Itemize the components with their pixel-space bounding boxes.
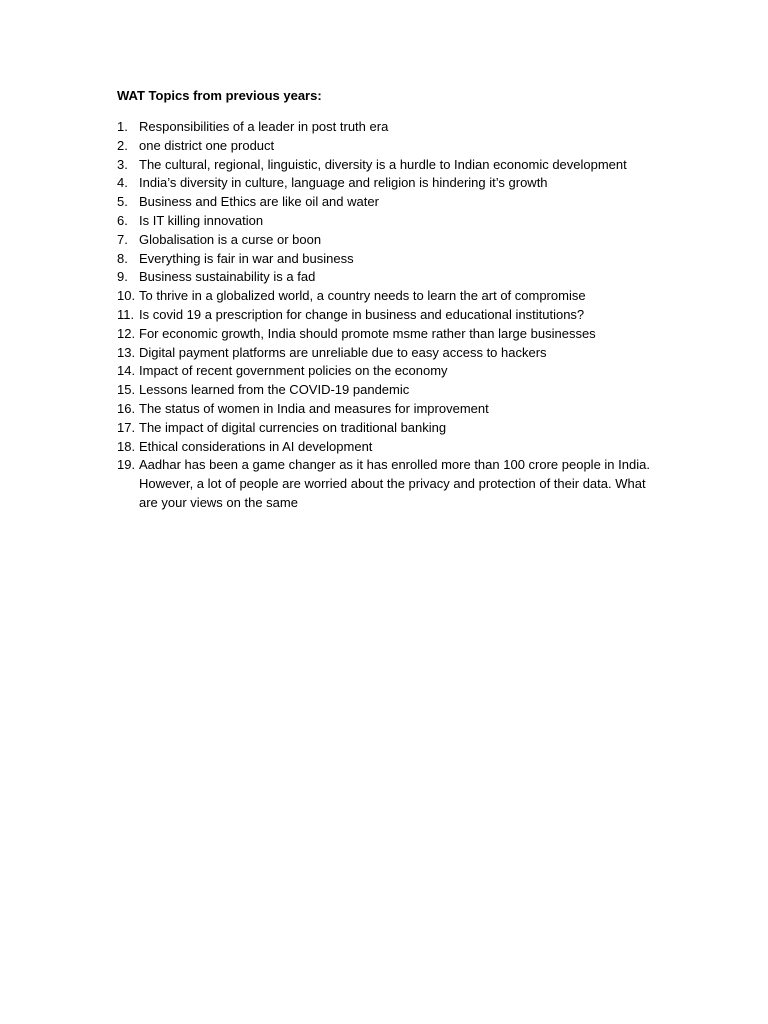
- list-item-number: 17.: [117, 419, 136, 435]
- list-item-text: Ethical considerations in AI development: [139, 438, 373, 454]
- list-item: [117, 231, 662, 250]
- list-item-number: 18.: [117, 438, 136, 454]
- list-item: [117, 287, 662, 306]
- list-item: [117, 381, 662, 400]
- topic-list: [117, 118, 662, 513]
- list-item-number: 9.: [117, 269, 128, 285]
- list-item-number: 1.: [117, 119, 128, 134]
- list-item-text: Lessons learned from the COVID-19 pandemic: [139, 382, 410, 398]
- list-item-number: 4.: [117, 175, 128, 191]
- list-item-number: 8.: [117, 250, 128, 266]
- list-item: [117, 250, 662, 269]
- list-item-text: For economic growth, India should promote msme rather than large businesses: [139, 325, 596, 341]
- list-item-number: 3.: [117, 156, 128, 172]
- list-item-number: 6.: [117, 212, 128, 228]
- list-item-text: Everything is fair in war and business: [139, 250, 354, 266]
- list-item-text: Impact of recent government policies on the economy: [139, 363, 448, 379]
- list-item: [117, 438, 662, 457]
- list-item: [117, 193, 662, 212]
- list-item-number: 19.: [117, 457, 136, 473]
- list-item-text: Is covid 19 a prescription for change in business and educational institutions?: [139, 306, 585, 322]
- list-item: [117, 118, 662, 137]
- list-item: [117, 456, 662, 512]
- list-item-text: Is IT killing innovation: [139, 212, 264, 228]
- list-item: [117, 212, 662, 231]
- list-item-number: 11.: [117, 306, 135, 322]
- list-item-text: Business sustainability is a fad: [139, 269, 316, 285]
- list-item-number: 7.: [117, 231, 128, 247]
- list-item-number: 13.: [117, 344, 136, 360]
- list-item-text: To thrive in a globalized world, a country needs to learn the art of compromise: [139, 288, 586, 304]
- list-item-text: The status of women in India and measures for improvement: [139, 400, 489, 416]
- list-item-number: 10.: [117, 288, 136, 304]
- list-item: [117, 419, 662, 438]
- list-item-text: The impact of digital currencies on traditional banking: [139, 419, 447, 435]
- list-item: [117, 268, 662, 287]
- list-item-text: Aadhar has been a game changer as it has enrolled more than 100 crore people in India. However, a lot of people are worried about the privacy and protection of their data. What are your views on the same: [139, 457, 650, 510]
- list-item: [117, 325, 662, 344]
- list-item-text: Business and Ethics are like oil and water: [139, 194, 379, 210]
- list-item-number: 15.: [117, 382, 136, 398]
- list-item: [117, 156, 662, 175]
- list-item-number: 16.: [117, 400, 136, 416]
- list-item: [117, 306, 662, 325]
- page-heading: WAT Topics from previous years:: [117, 88, 322, 103]
- list-item: [117, 174, 662, 193]
- list-item-number: 5.: [117, 194, 128, 210]
- list-item-text: Globalisation is a curse or boon: [139, 231, 322, 247]
- list-item-text: one district one product: [139, 137, 275, 153]
- list-item-number: 14.: [117, 363, 136, 379]
- list-item-text: India’s diversity in culture, language and religion is hindering it’s growth: [139, 175, 548, 191]
- list-item-number: 2.: [117, 137, 128, 153]
- list-item-text: Responsibilities of a leader in post truth era: [139, 119, 389, 134]
- list-item: [117, 400, 662, 419]
- list-item: [117, 362, 662, 381]
- list-item: [117, 344, 662, 363]
- list-item-text: Digital payment platforms are unreliable due to easy access to hackers: [139, 344, 547, 360]
- list-item-text: The cultural, regional, linguistic, diversity is a hurdle to Indian economic development: [139, 156, 627, 172]
- list-item: [117, 137, 662, 156]
- list-item-number: 12.: [117, 325, 136, 341]
